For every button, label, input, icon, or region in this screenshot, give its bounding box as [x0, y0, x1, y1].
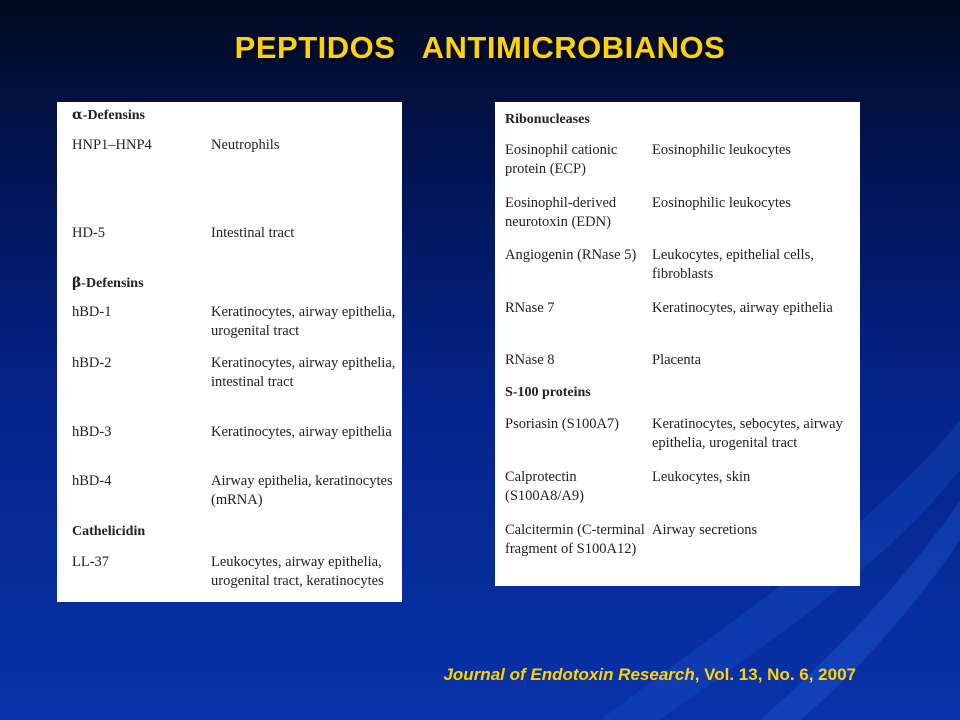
table-row-name: Calprotectin (S100A8/A9): [505, 469, 584, 504]
citation-journal: Journal of Endotoxin Research: [443, 665, 695, 684]
beta-symbol: β: [72, 275, 82, 291]
table-row-name: Calcitermin (C-terminal fragment of S100A12): [505, 522, 645, 557]
ribonucleases-header: Ribonucleases: [505, 112, 590, 127]
table-row-name: LL-37: [72, 554, 110, 570]
table-row-source: Keratinocytes, airway epithelia: [652, 300, 833, 316]
ribonucleases-table: [495, 102, 860, 586]
cathelicidin-header: Cathelicidin: [72, 524, 146, 539]
table-row-name: HD-5: [72, 225, 106, 241]
table-row-name: hBD-4: [72, 473, 112, 489]
table-row-source: Keratinocytes, sebocytes, airway epithelia, urogenital tract: [652, 416, 843, 451]
table-row-source: Leukocytes, epithelial cells, fibroblasts: [652, 247, 814, 282]
table-row-name: hBD-3: [72, 424, 112, 440]
slide-title: PEPTIDOS ANTIMICROBIANOS: [234, 30, 726, 65]
table-row-source: Intestinal tract: [211, 225, 295, 241]
table-row-source: Leukocytes, airway epithelia, urogenital tract, keratinocytes: [211, 554, 384, 589]
table-row-source: Airway secretions: [652, 522, 758, 538]
table-row-source: Airway epithelia, keratinocytes (mRNA): [211, 473, 393, 508]
table-row-name: hBD-1: [72, 304, 112, 320]
table-row-source: Eosinophilic leukocytes: [652, 195, 791, 211]
table-row-name: HNP1–HNP4: [72, 137, 152, 153]
citation: [443, 665, 856, 685]
table-row-source: Placenta: [652, 352, 702, 368]
table-row-name: hBD-2: [72, 355, 112, 371]
citation-details: , Vol. 13, No. 6, 2007: [694, 665, 856, 684]
beta-defensins-header: β-Defensins: [72, 275, 144, 291]
table-row-name: RNase 8: [505, 352, 555, 368]
table-row-name: Angiogenin (RNase 5): [505, 247, 637, 263]
alpha-symbol: α: [72, 107, 83, 123]
table-row-source: Eosinophilic leukocytes: [652, 142, 791, 158]
table-row-source: Keratinocytes, airway epithelia, urogenital tract: [211, 304, 396, 339]
table-row-name: Psoriasin (S100A7): [505, 416, 619, 432]
table-row-name: Eosinophil-derived neurotoxin (EDN): [505, 195, 617, 230]
table-row-name: Eosinophil cationic protein (ECP): [505, 142, 618, 177]
s100-proteins-header: S-100 proteins: [505, 385, 591, 400]
alpha-defensins-header: α-Defensins: [72, 107, 146, 123]
defensins-table: [57, 102, 402, 602]
table-row-source: Leukocytes, skin: [652, 469, 751, 485]
table-row-name: RNase 7: [505, 300, 555, 316]
table-row-source: Neutrophils: [211, 137, 280, 153]
table-row-source: Keratinocytes, airway epithelia, intestinal tract: [211, 355, 396, 390]
table-row-source: Keratinocytes, airway epithelia: [211, 424, 392, 440]
